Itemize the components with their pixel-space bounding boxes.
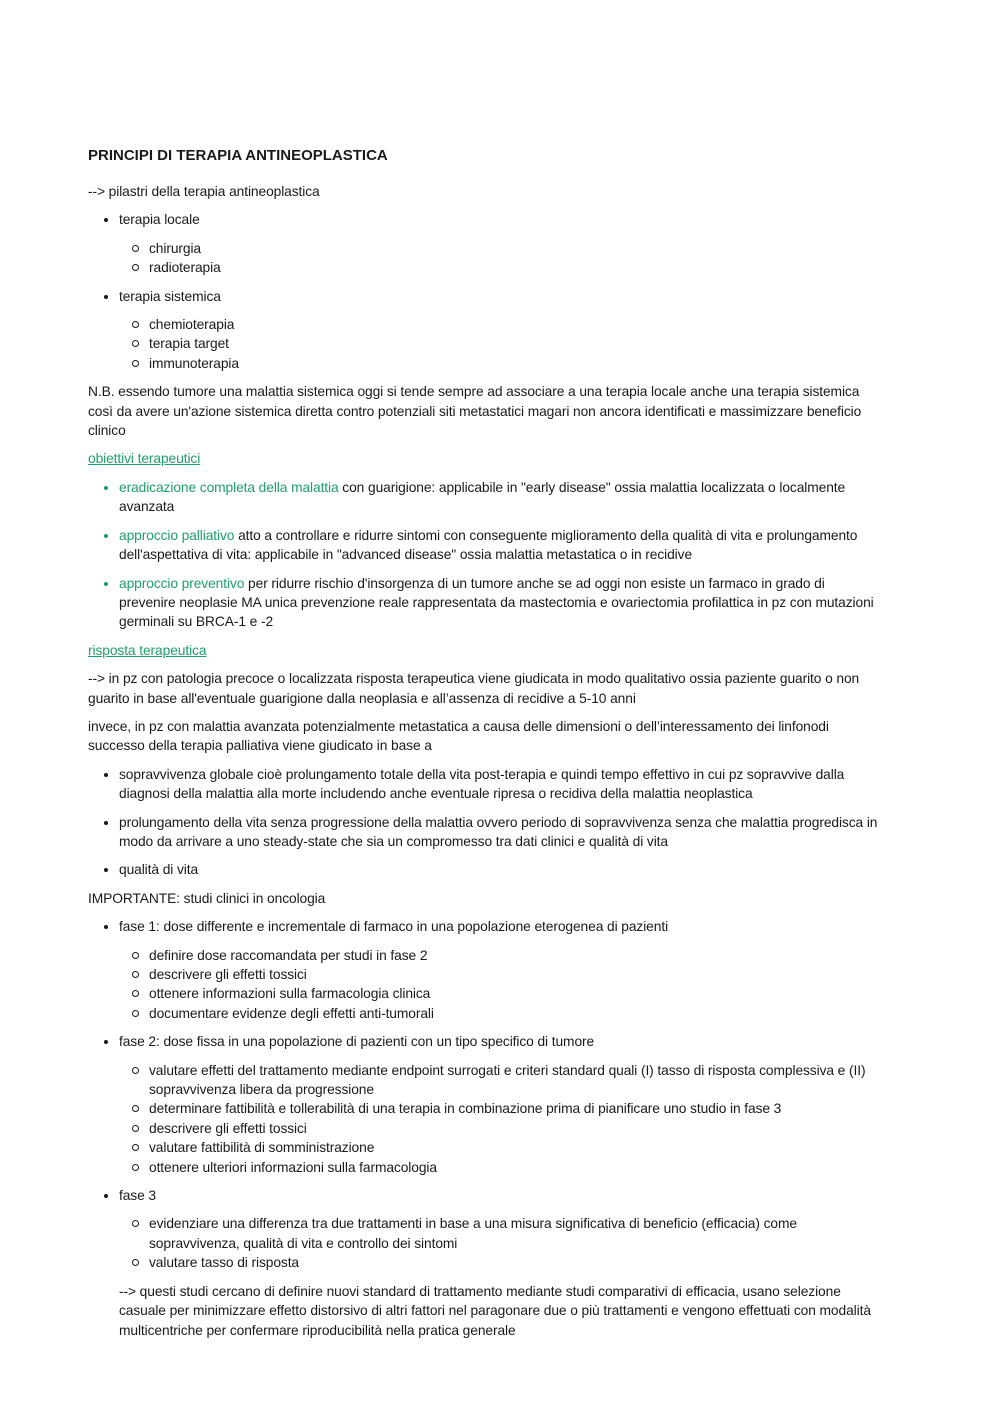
objective-text: atto a controllare e ridurre sintomi con conseguente miglioramento della qualità di vita e prolungamento dell'aspettativa di vita: applicabile in "advanced disease" ossia malattia metastatica o in recidive (119, 527, 858, 563)
objectives-list (88, 478, 878, 632)
list-item: immunoterapia (119, 354, 878, 373)
list-item (88, 1186, 878, 1273)
list-item: documentare evidenze degli effetti anti-tumorali (119, 1004, 878, 1023)
sub-list (119, 1061, 878, 1177)
list-item: sopravvivenza globale cioè prolungamento totale della vita post-terapia e quindi tempo effettivo in cui pz sopravvive dalla diagnosi della malattia alla morte includendo anche eventuale ripresa o recidiva della malattia neoplastica (88, 765, 878, 804)
list-item: prolungamento della vita senza progressione della malattia ovvero periodo di sopravvivenza senza che malattia progredisca in modo da arrivare a uno steady-state che sia un compromesso tra dati clinici e qualità di vita (88, 813, 878, 852)
trials-heading: IMPORTANTE: studi clinici in oncologia (88, 890, 326, 906)
sub-list (119, 1214, 878, 1272)
sub-list (119, 239, 878, 278)
objective-text: per ridurre rischio d'insorgenza di un tumore anche se ad oggi non esiste un farmaco in grado di prevenire neoplasie MA unica prevenzione reale rappresentata da mastectomia e ovariectomia profilattica in pz con mutazioni germinali su BRCA-1 e -2 (119, 575, 874, 630)
list-item (88, 210, 878, 277)
list-item (88, 478, 878, 517)
objective-text: con guarigione: applicabile in "early disease" ossia malattia localizzata o localmente avanzata (119, 479, 846, 515)
response-paragraph: invece, in pz con malattia avanzata potenzialmente metastatica a causa delle dimensioni o dell’interessamento dei linfonodi successo della terapia palliativa viene giudicato in base a (88, 718, 829, 754)
list-item: qualità di vita (88, 860, 878, 879)
closing-paragraph: --> questi studi cercano di definire nuovi standard di trattamento mediante studi comparativi di efficacia, usano selezione casuale per minimizzare effetto distorsivo di altri fattori nel paragonare due o più trattamenti e vengono effettuati con modalità multicentriche per confermare riproducibilità nella pratica generale (119, 1283, 871, 1338)
phase-label: fase 2: dose fissa in una popolazione di pazienti con un tipo specifico di tumore (119, 1034, 595, 1050)
pillar-label: terapia locale (119, 212, 200, 228)
list-item: chirurgia (119, 239, 878, 258)
list-item: radioterapia (119, 258, 878, 277)
list-item: valutare fattibilità di somministrazione (119, 1138, 878, 1157)
list-item: valutare effetti del trattamento mediante endpoint surrogati e criteri standard quali (I) tasso di risposta complessiva e (II) sopravvivenza libera da progressione (119, 1061, 878, 1100)
list-item: ottenere informazioni sulla farmacologia clinica (119, 984, 878, 1003)
list-item: definire dose raccomandata per studi in fase 2 (119, 946, 878, 965)
objective-term: approccio palliativo (119, 527, 235, 543)
list-item (88, 1032, 878, 1177)
pillars-list (88, 210, 878, 373)
response-list (88, 765, 878, 880)
list-item (88, 287, 878, 374)
response-paragraph: --> in pz con patologia precoce o localizzata risposta terapeutica viene giudicata in modo qualitativo ossia paziente guarito o non guarito in base all'eventuale guarigione dalla neoplasia e all’assenza di recidive a 5-10 anni (88, 671, 860, 706)
trials-list (88, 917, 878, 1273)
objective-term: eradicazione completa della malattia (119, 479, 339, 495)
list-item (88, 526, 878, 565)
phase-label: fase 1: dose differente e incrementale di farmaco in una popolazione eterogenea di pazienti (119, 919, 669, 935)
page-title: PRINCIPI DI TERAPIA ANTINEOPLASTICA (88, 147, 388, 164)
list-item: valutare tasso di risposta (119, 1253, 878, 1272)
sub-list (119, 946, 878, 1024)
list-item: ottenere ulteriori informazioni sulla farmacologia (119, 1158, 878, 1177)
nb-paragraph: N.B. essendo tumore una malattia sistemica oggi si tende sempre ad associare a una terapia locale anche una terapia sistemica così da avere un'azione sistemica diretta contro potenziali siti metastatici magari non ancora identificati e massimizzare beneficio clinico (88, 384, 862, 439)
response-heading: risposta terapeutica (88, 642, 207, 658)
document-page (88, 146, 878, 1349)
list-item (88, 917, 878, 1023)
list-item (88, 574, 878, 632)
list-item: descrivere gli effetti tossici (119, 1119, 878, 1138)
list-item: chemioterapia (119, 315, 878, 334)
pillar-label: terapia sistemica (119, 288, 221, 304)
list-item: determinare fattibilità e tollerabilità di una terapia in combinazione prima di pianificare uno studio in fase 3 (119, 1099, 878, 1118)
phase-label: fase 3 (119, 1188, 156, 1204)
intro-line: --> pilastri della terapia antineoplastica (88, 184, 320, 199)
objective-term: approccio preventivo (119, 575, 245, 591)
list-item: descrivere gli effetti tossici (119, 965, 878, 984)
sub-list (119, 315, 878, 373)
objectives-heading: obiettivi terapeutici (88, 451, 201, 467)
list-item: evidenziare una differenza tra due trattamenti in base a una misura significativa di beneficio (efficacia) come sopravvivenza, qualità di vita e controllo dei sintomi (119, 1214, 878, 1253)
list-item: terapia target (119, 334, 878, 353)
